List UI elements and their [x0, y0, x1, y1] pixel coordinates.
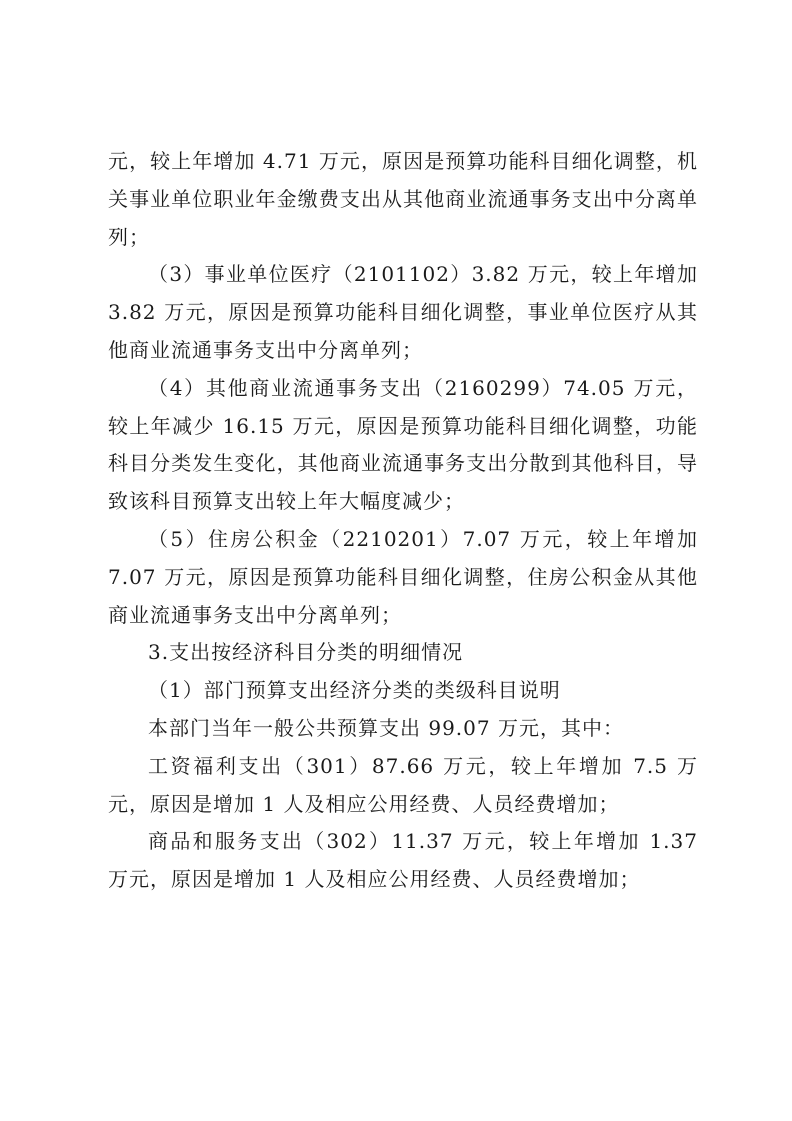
paragraph-item-3-medical: （3）事业单位医疗（2101102）3.82 万元，较上年增加 3.82 万元，原因是预算功能科目细化调整，事业单位医疗从其他商业流通事务支出中分离单列； [108, 262, 698, 362]
body-text [108, 143, 698, 899]
subsection-heading-class-level: （1）部门预算支出经济分类的类级科目说明 [148, 678, 561, 703]
paragraph-item-4-commerce: （4）其他商业流通事务支出（2160299）74.05 万元，较上年减少 16.15 万元，原因是预算功能科目细化调整，功能科目分类发生变化，其他商业流通事务支出分散到其他科目，导致该科目预算支出较上年大幅度减少； [108, 375, 698, 514]
section-heading-economic-classification: 3.支出按经济科目分类的明细情况 [148, 640, 464, 665]
paragraph-total-expenditure: 本部门当年一般公共预算支出 99.07 万元，其中： [148, 715, 624, 740]
paragraph-item-5-housing-fund: （5）住房公积金（2210201）7.07 万元，较上年增加 7.07 万元，原因是预算功能科目细化调整，住房公积金从其他商业流通事务支出中分离单列； [108, 526, 698, 627]
paragraph-salary-welfare: 工资福利支出（301）87.66 万元，较上年增加 7.5 万元，原因是增加 1 人及相应公用经费、人员经费增加； [108, 753, 698, 816]
paragraph-goods-services: 商品和服务支出（302）11.37 万元，较上年增加 1.37 万元，原因是增加 1 人及相应公用经费、人员经费增加； [108, 829, 698, 892]
paragraph-continuation: 元，较上年增加 4.71 万元，原因是预算功能科目细化调整，机关事业单位职业年金缴费支出从其他商业流通事务支出中分离单列； [108, 149, 698, 249]
